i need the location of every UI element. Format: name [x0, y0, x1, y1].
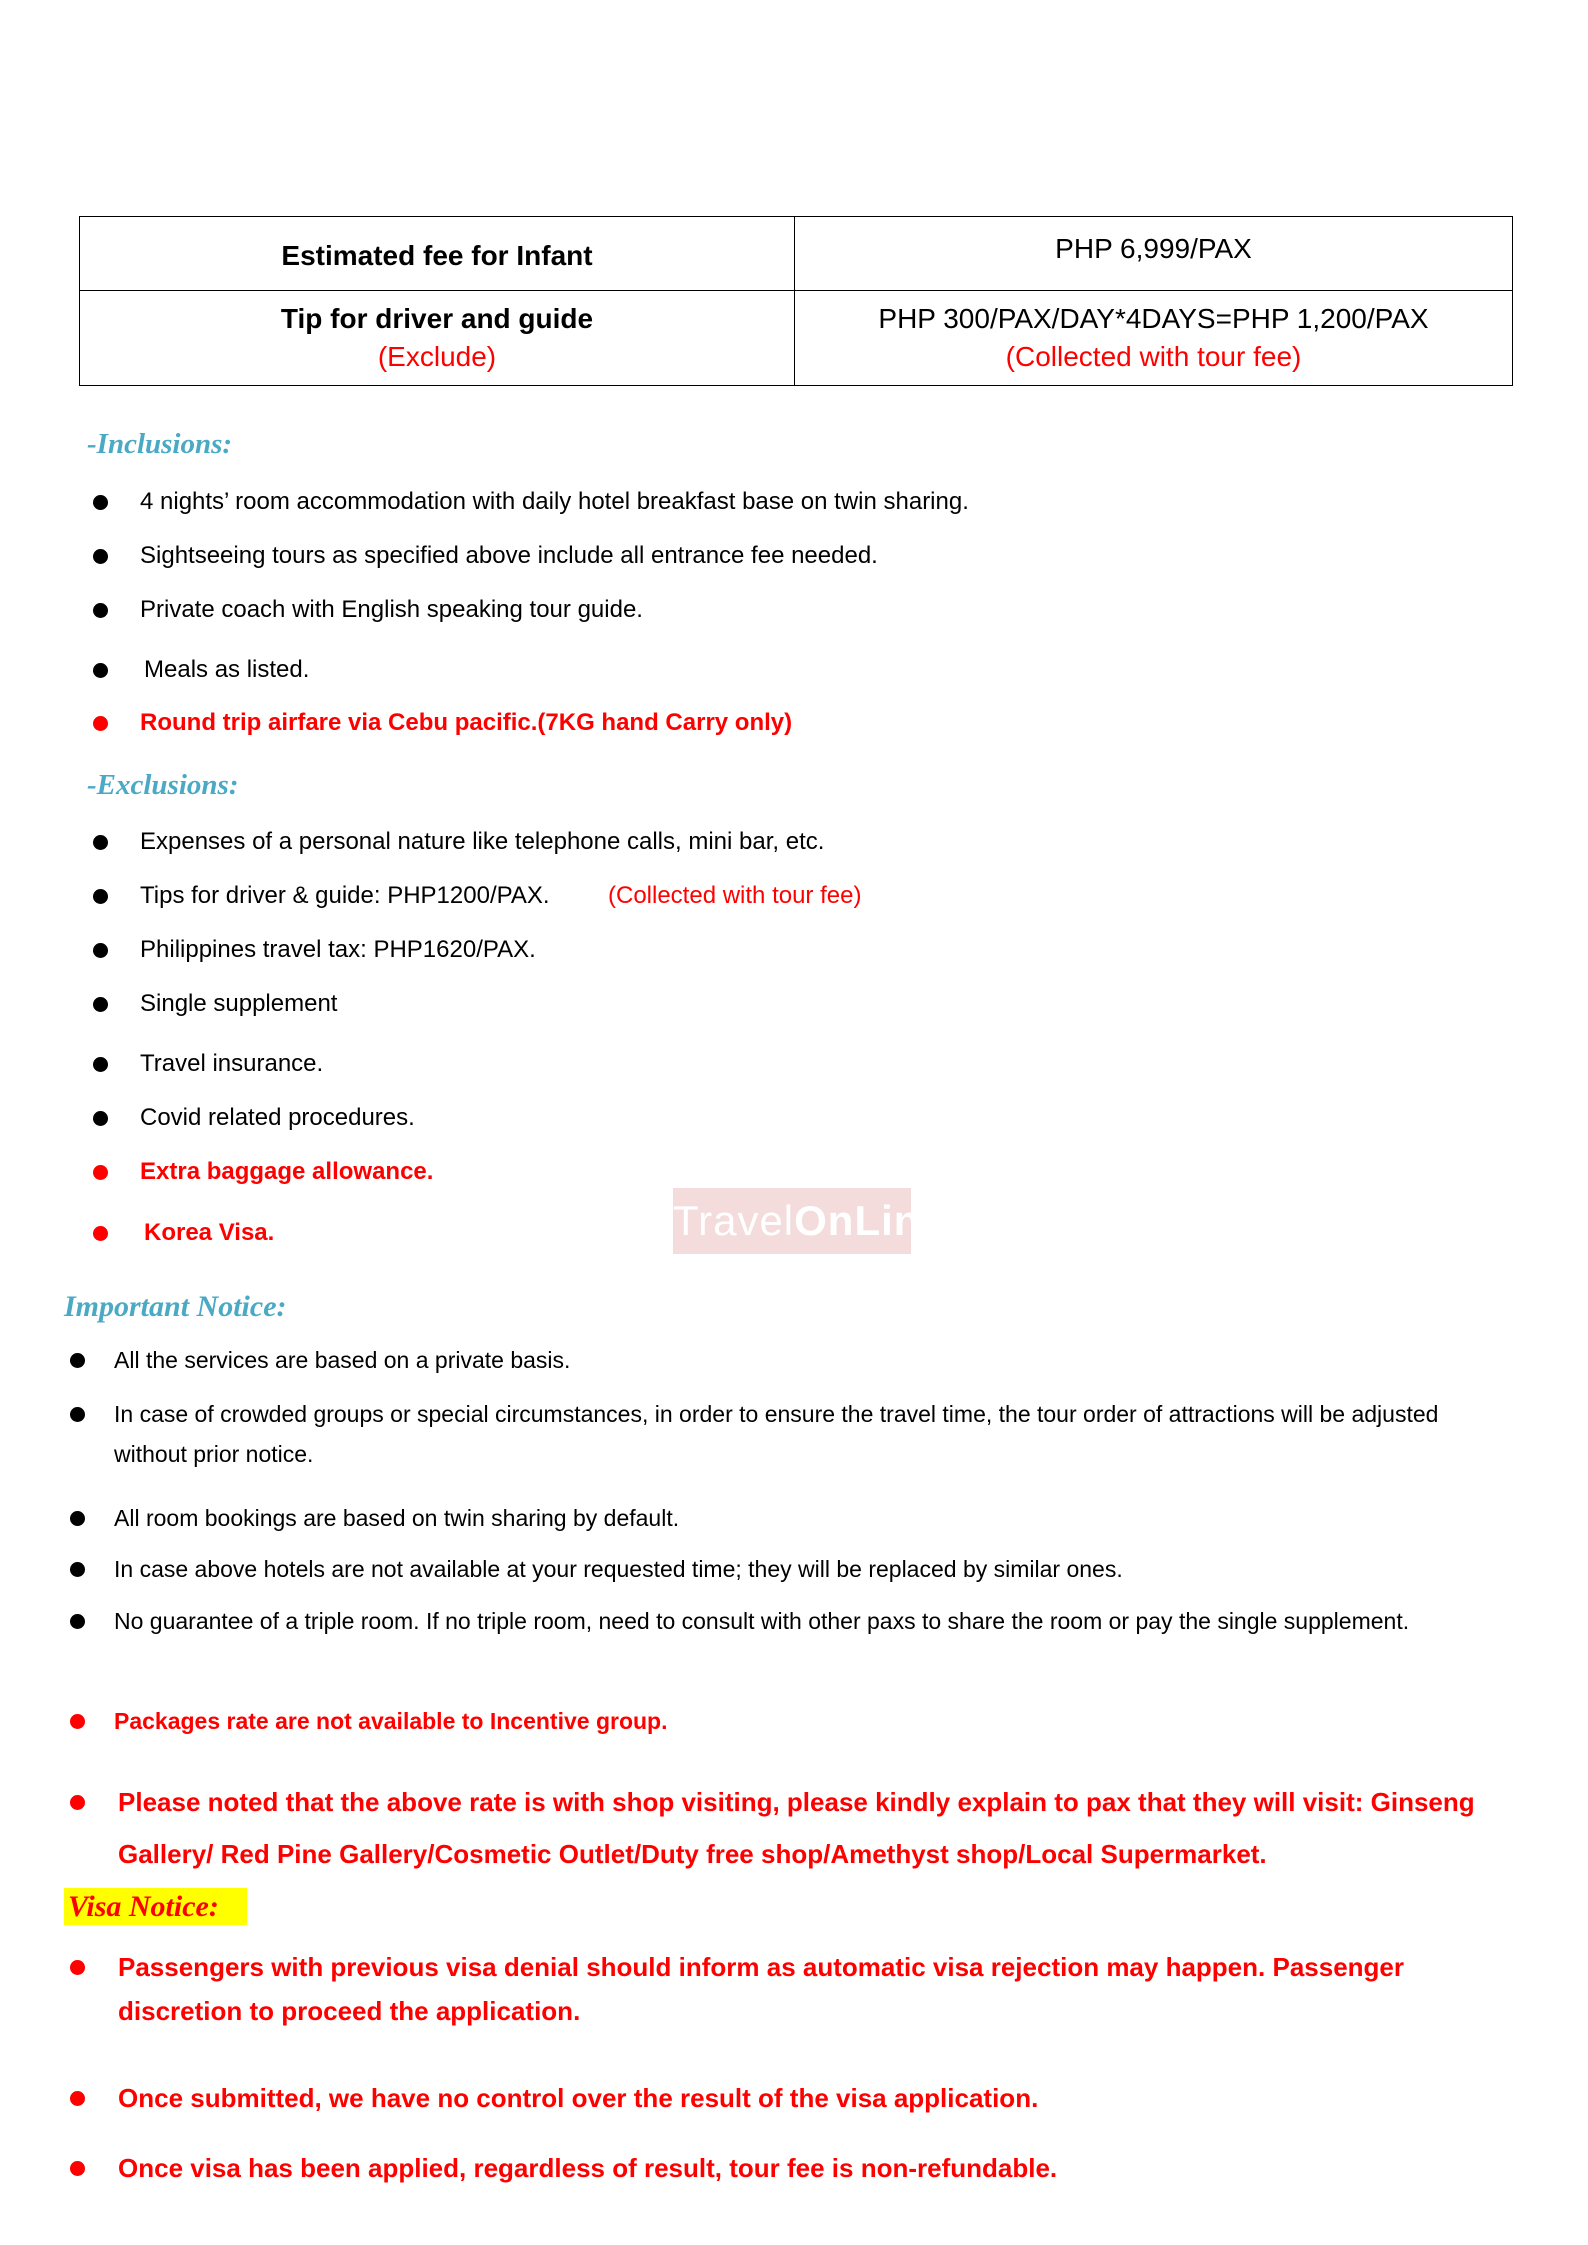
bullet-icon	[70, 1511, 85, 1526]
bullet-icon	[70, 1562, 85, 1577]
fee-label-note: (Exclude)	[377, 341, 497, 372]
bullet-icon	[70, 1614, 85, 1629]
bullet-icon	[70, 2161, 85, 2176]
bullet-icon	[93, 495, 108, 510]
bullet-icon	[93, 663, 108, 678]
bullet-icon	[93, 1165, 108, 1180]
bullet-icon	[70, 1353, 85, 1368]
travelonline-logo: TravelOnLine	[673, 1188, 911, 1254]
fee-row-tip	[80, 291, 1513, 386]
fee-value-note: (Collected with tour fee)	[1005, 341, 1302, 372]
bullet-icon	[93, 1111, 108, 1126]
important-notice-heading: Important Notice:	[64, 1290, 287, 1323]
bullet-icon	[93, 997, 108, 1012]
bullet-icon	[70, 1795, 85, 1810]
visa-notice-heading-wrap	[64, 1890, 247, 1924]
bullet-icon	[93, 943, 108, 958]
fee-value: PHP 300/PAX/DAY*4DAYS=PHP 1,200/PAX (Collected with tour fee)	[795, 291, 1513, 386]
bullet-icon	[93, 603, 108, 618]
fee-table	[79, 216, 1513, 386]
visa-notice-heading: Visa Notice:	[64, 1888, 247, 1925]
bullet-icon	[70, 1714, 85, 1729]
fee-value: PHP 6,999/PAX	[795, 217, 1513, 291]
bullet-icon	[70, 1960, 85, 1975]
bullet-icon	[70, 2091, 85, 2106]
bullet-icon	[93, 1057, 108, 1072]
inclusions-heading: -Inclusions:	[87, 428, 233, 460]
bullet-icon	[93, 889, 108, 904]
fee-row-infant	[80, 217, 1513, 291]
exclusions-heading: -Exclusions:	[87, 769, 239, 801]
bullet-icon	[70, 1407, 85, 1422]
bullet-icon	[93, 549, 108, 564]
bullet-icon	[93, 835, 108, 850]
bullet-icon	[93, 1226, 108, 1241]
fee-label: Tip for driver and guide (Exclude)	[80, 291, 795, 386]
fee-label: Estimated fee for Infant	[80, 217, 795, 291]
bullet-icon	[93, 716, 108, 731]
tips-note: (Collected with tour fee)	[608, 882, 862, 909]
